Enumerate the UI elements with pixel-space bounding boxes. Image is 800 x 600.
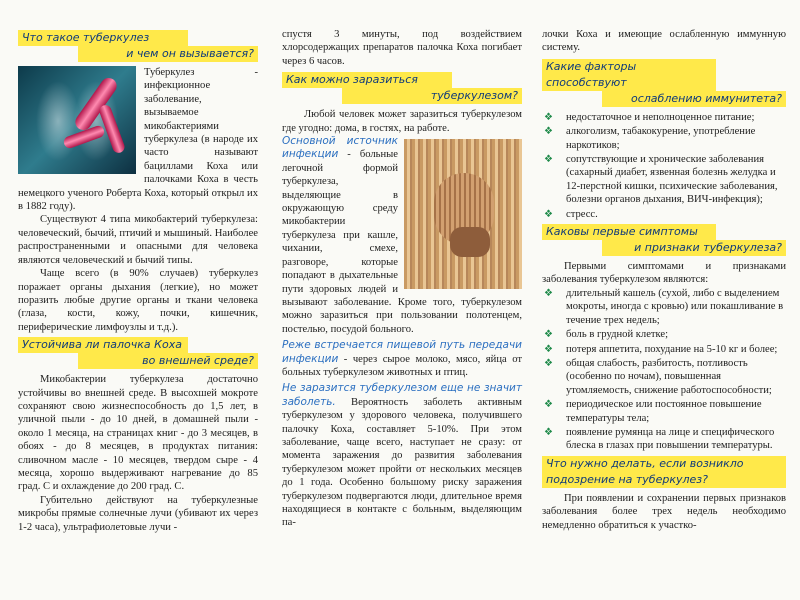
heading-what-is-tb: Что такое туберкулез и чем он вызывается? [18, 30, 258, 62]
heading-how-infected: Как можно заразиться туберкулезом? [282, 72, 522, 104]
list-item: ❖ сопутствующие и хронические заболевания (сахарный диабет, язвенная болезнь желудка и 12-перстной кишки, психические заболевания, болезни органов дыхания, ВИЧ-инфекция); [544, 154, 778, 206]
list-item: ❖ стресс. [544, 208, 598, 220]
column-1 [0, 0, 268, 600]
bullet-icon: ❖ [544, 154, 553, 166]
bullet-icon: ❖ [544, 329, 553, 341]
paragraph-immune: лочки Коха и имеющие ослабленную иммунную систему. [542, 29, 786, 54]
bullet-icon: ❖ [544, 208, 553, 220]
heading-factors: Какие факторы способствуют ослаблению иммунитета? [542, 59, 786, 107]
bullet-icon: ❖ [544, 426, 553, 438]
heading-what-to-do: Что нужно делать, если возникло подозрение на туберкулез? [542, 456, 786, 488]
bullet-icon: ❖ [544, 287, 553, 299]
paragraph-what-to-do: При появлении и сохранении первых признаков заболевания более трех недель необходимо немедленно обратиться к участко- [542, 492, 786, 531]
list-item: ❖ общая слабость, разбитость, потливость (особенно по ночам), повышенная утомляемость, снижение работоспособности; [544, 357, 772, 396]
paragraph-anyone: Любой человек может заразиться туберкулезом где угодно: дома, в гостях, на работе. [282, 109, 522, 134]
list-item: ❖ потеря аппетита, похудание на 5-10 кг и более; [544, 343, 778, 355]
bullet-icon: ❖ [544, 357, 553, 369]
paragraph-food-route: Реже встречается пищевой путь передачи инфекции - через сырое молоко, мясо, яйца от больных туберкулезом животных и птиц. [282, 339, 522, 378]
list-item: ❖ недостаточное и неполноценное питание; [544, 111, 755, 123]
paragraph-organs: Чаще всего (в 90% случаев) туберкулез поражает органы дыхания (легкие), но может поразить любые другие органы и ткани человека (глаза, кости, кожу, почки, кишечник, периферические лимфоузлы и т.д.). [18, 268, 258, 333]
list-item: ❖ боль в грудной клетке; [544, 329, 669, 341]
list-item: ❖ длительный кашель (сухой, либо с выделением мокроты, иногда с кровью) или покашливание в течение трех недель; [544, 287, 784, 326]
heading-resistance: Устойчива ли палочка Коха во внешней среде? [18, 337, 258, 369]
paragraph-probability: Не заразится туберкулезом еще не значит заболеть. Вероятность заболеть активным туберкулезом у здорового человека, получившего палочку Коха, составляет 5-10%. При этом заболевание, чаще всего, наступает не сразу: от момента заражения до развития заболевания туберкулезом может пройти от нескольких месяцев до 1 года. Особенно большому риску заражения туберкулезом подвергаются люди, длительное время находящиеся в контакте с больным, выделяющим па- [282, 382, 522, 529]
bullet-icon: ❖ [544, 399, 553, 411]
paragraph-types: Существуют 4 типа микобактерий туберкулеза: человеческий, бычий, птичий и мышиный. Наиболее распространенными и опасными для человека являются человеческий и бычий типы. [18, 214, 258, 266]
paragraph-resistance: Микобактерии туберкулеза достаточно устойчивы во внешней среде. В высохшей мокроте сохраняют свою жизнеспособность до 1,5 лет, в уличной пыли - до 10 дней, в домашней пыли - около 1 месяца, на страницах книг - до 3 месяцев, в обоях - до 8 месяцев, в продуктах питания: сливочном масле - 10 месяцев, твердом сыре - 4 месяца, хорошо выдерживают нагревание до 85 град. С и охлаждение до 200 град. С. [18, 374, 258, 493]
paragraph-definition: Туберкулез - инфекционное заболевание, вызываемое микобактериями туберкулеза (в народе их часто называют бациллами Коха или палочками Коха в честь немецкого ученого Роберта Коха, который открыл их в 1882 году). [18, 67, 258, 213]
symptoms-list [542, 287, 786, 453]
list-item: ❖ алкоголизм, табакокурение, употребление наркотиков; [544, 126, 756, 151]
paragraph-main-source: Основной источник инфекции - больные легочной формой туберкулеза, выделяющие в окружающую среду микобактерии туберкулеза при кашле, чихании, смехе, разговоре, которые попадают в дыхательные пути здоровых людей и вызывают заболевание. Кроме того, туберкулезом можно заразиться при пользовании полотенцем, постелью, посудой больного. [282, 135, 522, 335]
xray-bacteria-image [18, 66, 136, 174]
factors-list [542, 111, 786, 221]
list-item: ❖ периодическое или постоянное повышение температуры тела; [544, 399, 762, 424]
bullet-icon: ❖ [544, 343, 553, 355]
heading-symptoms: Каковы первые симптомы и признаки туберкулеза? [542, 224, 786, 256]
column-3 [530, 0, 800, 600]
coughing-man-photo [404, 139, 522, 289]
paragraph-sunlight: Губительно действуют на туберкулезные микробы прямые солнечные лучи (убивают их через 1-2 часа), ультрафиолетовые лучи - [18, 494, 258, 533]
bullet-icon: ❖ [544, 126, 553, 138]
paragraph-symptoms-intro: Первыми симптомами и признаками заболевания туберкулезом являются: [542, 261, 786, 286]
paragraph-chlorine: спустя 3 минуты, под воздействием хлорсодержащих препаратов палочка Коха погибает через 6 часов. [282, 29, 522, 67]
bullet-icon: ❖ [544, 111, 553, 123]
list-item: ❖ появление румянца на лице и специфического блеска в глазах при повышении температуры. [544, 426, 775, 452]
column-2 [268, 0, 530, 600]
